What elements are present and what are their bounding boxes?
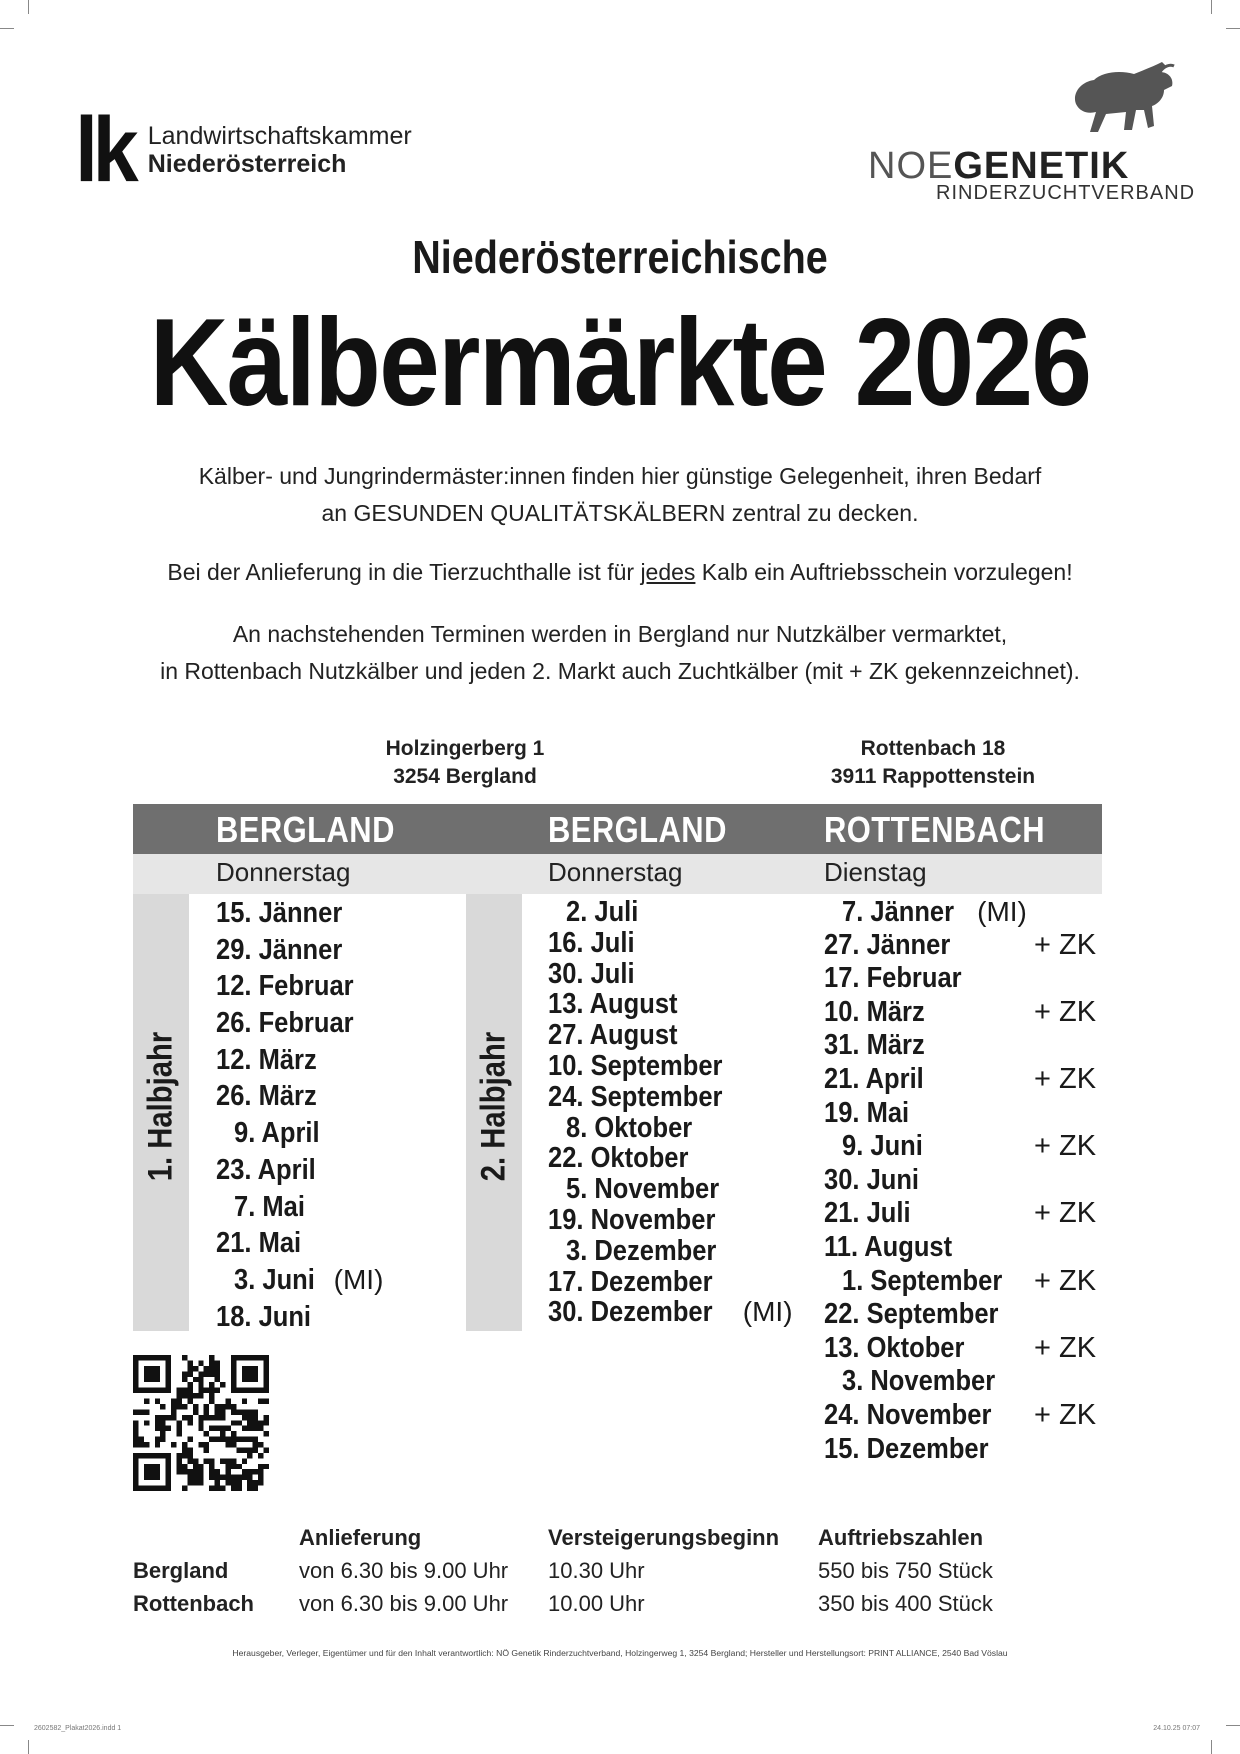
qr-code-icon[interactable]: [133, 1355, 269, 1491]
zk-marker: + ZK: [1034, 1398, 1097, 1431]
market-date: 7. Jänner: [842, 896, 955, 928]
market-date: 21. Mai: [216, 1227, 302, 1260]
market-date: 27. August: [548, 1019, 678, 1052]
market-date-item: [824, 895, 1027, 929]
market-date: 2. Juli: [566, 896, 639, 928]
market-date-item: [548, 1143, 793, 1174]
info-row-anlieferung: von 6.30 bis 9.00 Uhr: [299, 1558, 509, 1583]
market-date: 30. Juni: [824, 1163, 920, 1196]
lk-mark: lk: [75, 99, 134, 201]
market-date-item: [824, 1062, 1097, 1097]
crop-mark: [28, 1740, 29, 1754]
market-date-item: [216, 1115, 383, 1152]
subtitle: Niederösterreichische: [412, 231, 828, 283]
market-date: 15. Dezember: [824, 1432, 989, 1465]
market-date-item: [216, 1152, 383, 1189]
bergland-h2-dates: [548, 897, 793, 1328]
market-date-item: [216, 968, 383, 1005]
intro-p2-underlined: jedes: [640, 559, 696, 585]
market-date: 15. Jänner: [216, 897, 343, 929]
market-date: 26. März: [216, 1080, 317, 1113]
market-date: 16. Juli: [548, 926, 635, 959]
zk-marker: + ZK: [1034, 1264, 1097, 1297]
market-date-item: [824, 1130, 1097, 1164]
intro-p3-line2: in Rottenbach Nutzkälber und jeden 2. Markt auch Zuchtkälber (mit + ZK gekennzeichnet).: [160, 658, 1080, 684]
market-date: 1. September: [842, 1264, 1003, 1297]
market-date-item: [824, 1433, 1027, 1467]
address-bergland-line1: Holzingerberg 1: [385, 737, 545, 760]
slug-right: 24.10.25 07:07: [1153, 1725, 1200, 1732]
col1-title: BERGLAND: [216, 809, 395, 850]
info-header-auftrieb: Auftriebszahlen: [818, 1525, 984, 1550]
market-date: 10. September: [548, 1049, 723, 1082]
noe-strong: GENETIK: [953, 145, 1130, 187]
market-date-item: [548, 959, 793, 990]
zk-marker: + ZK: [1034, 1062, 1097, 1095]
crop-mark: [1211, 1740, 1212, 1754]
market-date-item: [824, 1097, 1027, 1131]
address-rottenbach-line2: 3911 Rappottenstein: [830, 765, 1036, 788]
intro-p1-line2: an GESUNDEN QUALITÄTSKÄLBERN zentral zu decken.: [321, 500, 919, 526]
mi-note: (MI): [969, 896, 1027, 927]
market-date-item: [216, 895, 383, 932]
crop-mark: [1211, 0, 1212, 14]
col3-title: ROTTENBACH: [824, 809, 1046, 850]
market-date: 23. April: [216, 1153, 316, 1186]
market-date: 21. April: [824, 1062, 924, 1095]
crop-mark: [0, 28, 14, 29]
market-date-item: [824, 962, 1027, 996]
market-date: 9. April: [234, 1117, 320, 1150]
zk-marker: + ZK: [1034, 1130, 1097, 1163]
market-date: 10. März: [824, 995, 925, 1028]
market-date: 22. September: [824, 1298, 999, 1331]
info-row-zahlen: 350 bis 400 Stück: [818, 1591, 993, 1616]
market-date-item: [548, 1020, 793, 1051]
market-date: 19. November: [548, 1203, 716, 1236]
half2-label: 2. Halbjahr: [474, 1031, 513, 1182]
market-date: 8. Oktober: [566, 1111, 693, 1144]
zk-marker: + ZK: [1034, 995, 1097, 1028]
market-date-item: [824, 1197, 1097, 1231]
noe-prefix: NOE: [868, 145, 954, 187]
market-date-item: [548, 1174, 793, 1205]
market-date-item: [216, 1299, 383, 1336]
market-date: 5. November: [566, 1173, 720, 1206]
market-date: 13. August: [548, 988, 678, 1021]
info-row-zahlen: 550 bis 750 Stück: [818, 1558, 993, 1583]
col1-day: Donnerstag: [216, 857, 351, 887]
market-date-item: [548, 1236, 793, 1267]
address-rottenbach-line1: Rottenbach 18: [860, 737, 1006, 760]
market-date: 24. November: [824, 1398, 992, 1431]
bergland-h1-dates: [216, 895, 383, 1335]
market-date-item: [216, 932, 383, 969]
market-date-item: [216, 1189, 383, 1226]
rottenbach-dates: [824, 895, 1097, 1466]
market-date-item: [548, 897, 793, 928]
intro-p3-line1: An nachstehenden Terminen werden in Bergland nur Nutzkälber vermarktet,: [232, 621, 1008, 647]
half1-label: 1. Halbjahr: [141, 1031, 180, 1182]
market-date: 30. Juli: [548, 957, 635, 990]
address-bergland: [335, 735, 595, 791]
market-date: 22. Oktober: [548, 1142, 689, 1175]
market-date: 13. Oktober: [824, 1331, 965, 1364]
market-date-item: [216, 1042, 383, 1079]
market-date: 30. Dezember: [548, 1296, 713, 1329]
market-date: 17. Dezember: [548, 1265, 713, 1298]
market-date-item: [824, 1264, 1097, 1299]
market-date-item: [548, 1051, 793, 1082]
address-bergland-line2: 3254 Bergland: [393, 765, 537, 788]
col2-title: BERGLAND: [548, 809, 727, 850]
info-header-anlieferung: Anlieferung: [299, 1525, 422, 1550]
crop-mark: [1226, 1725, 1240, 1726]
market-date-item: [824, 1298, 1027, 1332]
info-row-beginn: 10.00 Uhr: [548, 1591, 645, 1616]
zk-marker: + ZK: [1034, 928, 1097, 961]
intro-paragraph-2: [0, 554, 1240, 591]
market-date-item: [824, 995, 1097, 1030]
page-title: Kälbermärkte 2026: [149, 294, 1091, 432]
market-date-item: [824, 1365, 1027, 1399]
lk-text: [148, 122, 412, 178]
bull-icon: [1068, 60, 1178, 140]
info-row-anlieferung: von 6.30 bis 9.00 Uhr: [299, 1591, 509, 1616]
intro-paragraph-1: [0, 458, 1240, 532]
zk-marker: + ZK: [1034, 1197, 1097, 1230]
market-date-item: [824, 1029, 1027, 1063]
col3-day: Dienstag: [824, 857, 927, 887]
intro-paragraph-3: [0, 616, 1240, 690]
noe-genetik-logo: [868, 60, 1196, 210]
market-date: 24. September: [548, 1080, 723, 1113]
market-date-item: [548, 1082, 793, 1113]
imprint: Herausgeber, Verleger, Eigentümer und für den Inhalt verantwortlich: NÖ Genetik Rinderzuchtverband, Holzingerweg 1, 3254 Bergland; Hersteller und Herstellungsort: PRINT ALLIANCE, 2540 Bad Vöslau: [232, 1648, 1008, 1658]
market-date-item: [824, 1231, 1027, 1265]
market-date: 31. März: [824, 1029, 925, 1062]
intro-p2-before: Bei der Anlieferung in die Tierzuchthalle ist für: [167, 559, 641, 585]
market-date: 26. Februar: [216, 1007, 354, 1040]
info-row-ort: Rottenbach: [133, 1591, 254, 1616]
crop-mark: [0, 1725, 14, 1726]
market-date: 19. Mai: [824, 1096, 910, 1129]
mi-note: (MI): [735, 1296, 793, 1328]
market-date-item: [216, 1225, 383, 1262]
info-row-ort: Bergland: [133, 1558, 229, 1583]
market-date: 3. November: [842, 1365, 996, 1398]
market-date: 7. Mai: [234, 1190, 305, 1223]
market-date-item: [216, 1005, 383, 1042]
market-date-item: [824, 928, 1097, 963]
lk-line2: Niederösterreich: [147, 150, 347, 178]
market-date-item: [824, 1331, 1097, 1366]
market-date-item: [824, 1164, 1027, 1198]
market-date: 27. Jänner: [824, 928, 951, 961]
info-header-versteigerung: Versteigerungsbeginn: [548, 1525, 780, 1550]
market-date-item: [548, 1113, 793, 1144]
market-date-item: [548, 1297, 793, 1328]
market-date: 17. Februar: [824, 962, 962, 995]
market-date-item: [548, 989, 793, 1020]
market-date: 3. Juni: [234, 1263, 315, 1296]
market-date-item: [548, 1205, 793, 1236]
market-date: 11. August: [824, 1230, 953, 1263]
crop-mark: [1226, 28, 1240, 29]
market-date-item: [824, 1398, 1097, 1433]
market-date: 3. Dezember: [566, 1234, 717, 1267]
zk-marker: + ZK: [1034, 1331, 1097, 1364]
noe-sub: RINDERZUCHTVERBAND: [936, 182, 1196, 204]
mi-note: (MI): [325, 1263, 384, 1295]
market-date-item: [216, 1262, 383, 1299]
market-date-item: [548, 928, 793, 959]
market-date: 18. Juni: [216, 1300, 312, 1333]
crop-mark: [28, 0, 29, 14]
lk-logo: [75, 99, 412, 201]
col2-day: Donnerstag: [548, 857, 683, 887]
lk-line1: Landwirtschaftskammer: [147, 122, 412, 150]
slug-left: 2602582_Plakat2026.indd 1: [34, 1725, 122, 1732]
info-row-beginn: 10.30 Uhr: [548, 1558, 645, 1583]
market-date: 21. Juli: [824, 1197, 911, 1230]
market-date: 12. März: [216, 1043, 317, 1076]
market-date-item: [216, 1078, 383, 1115]
intro-p2-after: Kalb ein Auftriebsschein vorzulegen!: [695, 559, 1073, 585]
market-date: 12. Februar: [216, 970, 354, 1003]
intro-p1-line1: Kälber- und Jungrindermäster:innen finden hier günstige Gelegenheit, ihren Bedarf: [198, 463, 1042, 489]
market-date: 29. Jänner: [216, 933, 343, 966]
market-date: 9. Juni: [842, 1130, 923, 1163]
market-date-item: [548, 1267, 793, 1298]
address-rottenbach: [803, 735, 1063, 791]
